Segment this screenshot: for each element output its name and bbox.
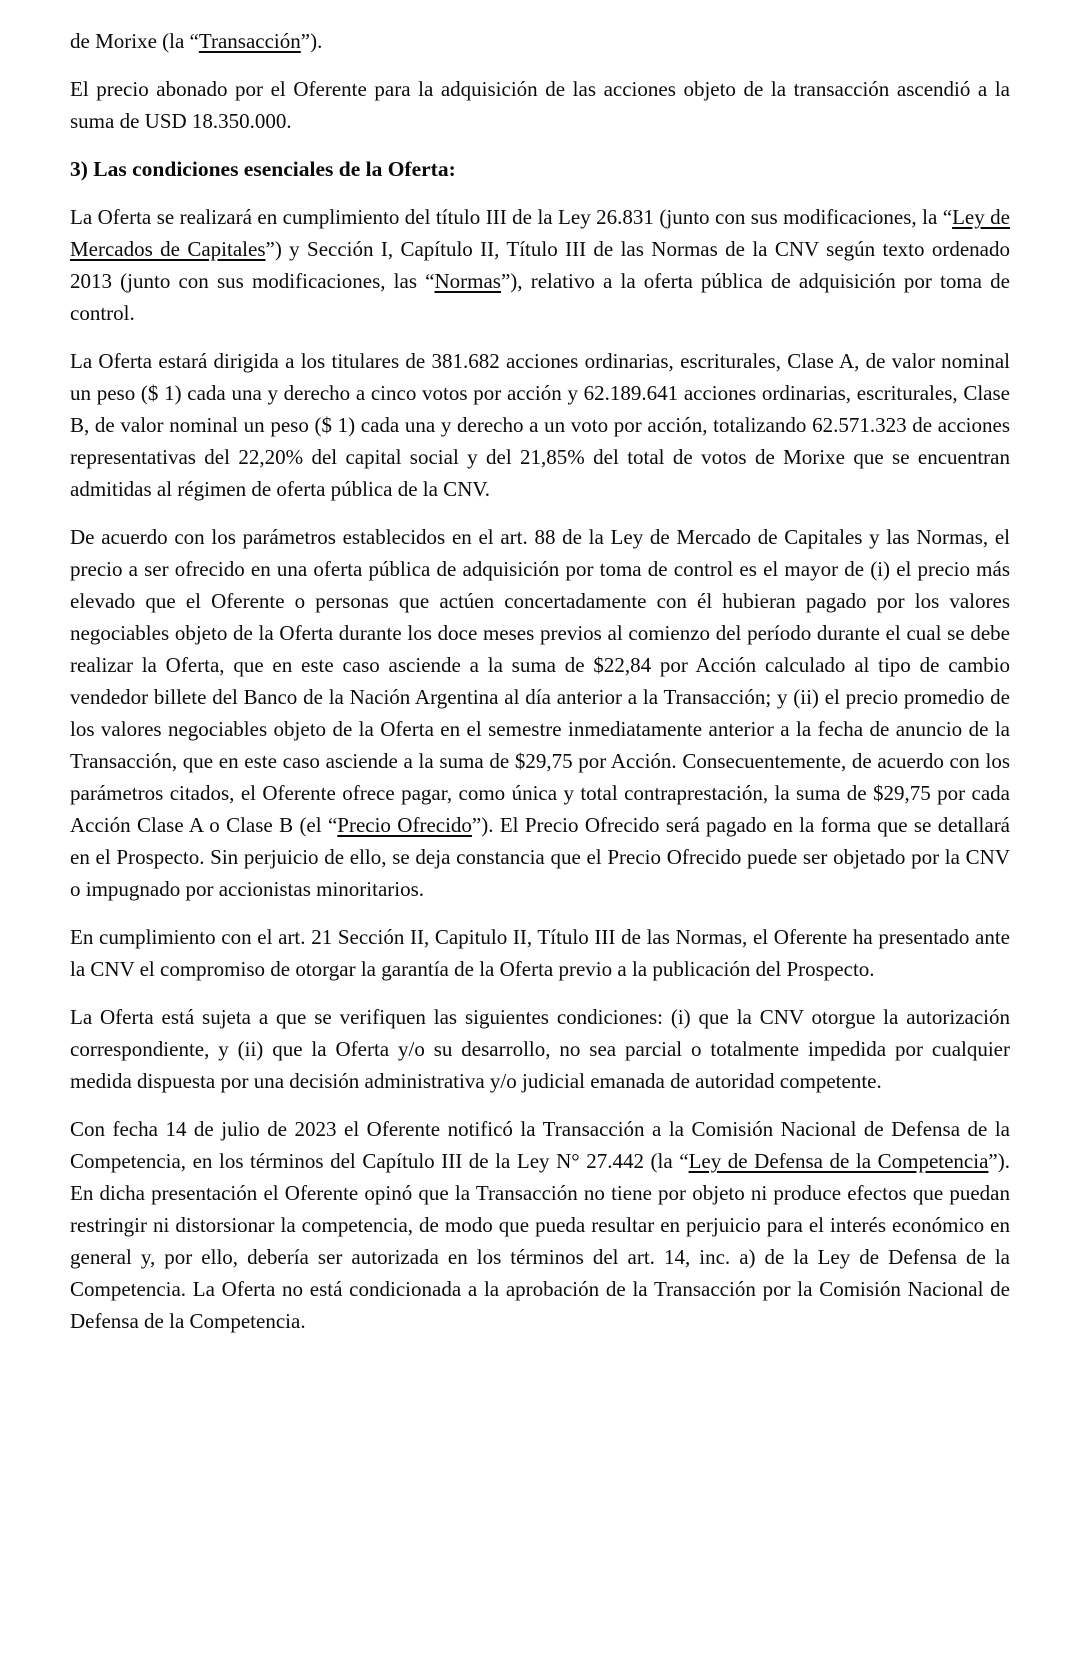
para-condiciones-oferta bbox=[70, 1001, 1010, 1097]
text-run: 3) Las condiciones esenciales de la Oferta: bbox=[70, 157, 456, 181]
para-garantia-oferta bbox=[70, 921, 1010, 985]
text-run: ”). El Precio Ofrecido será pagado en la forma que se detallará en el Prospecto. Sin perjuicio de ello, se deja constancia que el Precio Ofrecido puede ser objetado por la CNV o impugnado por accionistas minoritarios. bbox=[70, 813, 1011, 901]
document-body bbox=[70, 25, 1010, 1337]
para-destinatarios-oferta bbox=[70, 345, 1010, 505]
text-run: ”), relativo a la oferta pública de adquisición por toma de control. bbox=[70, 269, 1010, 325]
heading-condiciones-esenciales bbox=[70, 153, 1010, 185]
text-run: ”). En dicha presentación el Oferente opinó que la Transacción no tiene por objeto ni produce efectos que puedan restringir ni distorsionar la competencia, de modo que pueda resultar en perjuicio para el interés económico en general y, por ello, debería ser autorizada en los términos del art. 14, inc. a) de la Ley de Defensa de la Competencia. La Oferta no está condicionada a la aprobación de la Transacción por la Comisión Nacional de Defensa de la Competencia. bbox=[70, 1149, 1010, 1333]
text-run: En cumplimiento con el art. 21 Sección II, Capitulo II, Título III de las Normas, el Oferente ha presentado ante la CNV el compromiso de otorgar la garantía de la Oferta previo a la publicación del Prospecto. bbox=[70, 925, 1010, 981]
para-precio-abonado bbox=[70, 73, 1010, 137]
para-transaccion-def bbox=[70, 25, 1010, 57]
text-run: Con fecha 14 de julio de 2023 el Oferente notificó la Transacción a la Comisión Nacional de Defensa de la Competencia, en los términos del Capítulo III de la Ley N° 27.442 (la “ bbox=[70, 1117, 1010, 1173]
defined-term-underlined: Ley de Defensa de la Competencia bbox=[688, 1149, 989, 1173]
para-marco-legal bbox=[70, 201, 1010, 329]
text-run: ”) y Sección I, Capítulo II, Título III de las Normas de la CNV según texto ordenado 2013 (junto con sus modificaciones, las “ bbox=[70, 237, 1010, 293]
text-run: ”). bbox=[300, 29, 323, 53]
text-run: La Oferta se realizará en cumplimiento del título III de la Ley 26.831 (junto con sus modificaciones, la “ bbox=[70, 205, 953, 229]
para-defensa-competencia bbox=[70, 1113, 1010, 1337]
text-run: De acuerdo con los parámetros establecidos en el art. 88 de la Ley de Mercado de Capitales y las Normas, el precio a ser ofrecido en una oferta pública de adquisición por toma de control es el mayor de (i) el precio más elevado que el Oferente o personas que actúen concertadamente con él hubieran pagado por los valores negociables objeto de la Oferta durante los doce meses previos al comienzo del período durante el cual se debe realizar la Oferta, que en este caso asciende a la suma de $22,84 por Acción calculado al tipo de cambio vendedor billete del Banco de la Nación Argentina al día anterior a la Transacción; y (ii) el precio promedio de los valores negociables objeto de la Oferta en el semestre inmediatamente anterior a la fecha de anuncio de la Transacción, que en este caso asciende a la suma de $29,75 por Acción. Consecuentemente, de acuerdo con los parámetros citados, el Oferente ofrece pagar, como única y total contraprestación, la suma de $29,75 por cada Acción Clase A o Clase B (el “ bbox=[70, 525, 1010, 837]
text-run: de Morixe (la “ bbox=[70, 29, 199, 53]
text-run: La Oferta estará dirigida a los titulares de 381.682 acciones ordinarias, escriturales, Clase A, de valor nominal un peso ($ 1) cada una y derecho a cinco votos por acción y 62.189.641 acciones ordinarias, escriturales, Clase B, de valor nominal un peso ($ 1) cada una y derecho a un voto por acción, totalizando 62.571.323 de acciones representativas del 22,20% del capital social y del 21,85% del total de votos de Morixe que se encuentran admitidas al régimen de oferta pública de la CNV. bbox=[70, 349, 1010, 501]
text-run: El precio abonado por el Oferente para la adquisición de las acciones objeto de la transacción ascendió a la suma de USD 18.350.000. bbox=[70, 77, 1010, 133]
para-precio-ofrecido bbox=[70, 521, 1010, 905]
defined-term-underlined: Ley de Mercados de Capitales bbox=[70, 205, 1010, 261]
defined-term-underlined: Precio Ofrecido bbox=[337, 813, 472, 837]
text-run: La Oferta está sujeta a que se verifiquen las siguientes condiciones: (i) que la CNV otorgue la autorización correspondiente, y (ii) que la Oferta y/o su desarrollo, no sea parcial o totalmente impedida por cualquier medida dispuesta por una decisión administrativa y/o judicial emanada de autoridad competente. bbox=[70, 1005, 1010, 1093]
defined-term-underlined: Normas bbox=[434, 269, 501, 293]
defined-term-underlined: Transacción bbox=[198, 29, 301, 53]
